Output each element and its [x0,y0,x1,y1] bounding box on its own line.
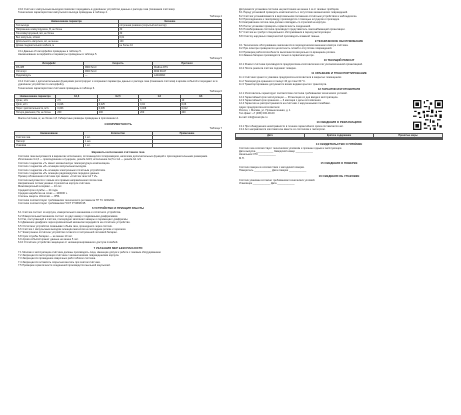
table-header-cell: Наименование параметра [15,95,56,99]
paragraph: 9.4 Замена батареи производится только в сервисном центре. [239,54,315,58]
table-cell: Потеря давления, Па, не более [15,111,56,115]
paragraph: Счётчик с индексом «Т» имеет механическую температурную компенсацию. [18,161,111,165]
table-cell: RS-485 [15,66,84,70]
table-cell: Счётчик газа [15,136,84,140]
left-mid2 [14,80,222,90]
paragraph: Пример обозначения счётчика при заказе: «Счётчик газа G4 Т И». [18,175,99,179]
paragraph: 10.1 Ремонт счётчика производится предприятием-изготовителем или уполномоченной организацией. [239,63,363,67]
table-cell: 0,025 [97,103,138,107]
table-cell: Вес импульса, м³/имп [15,36,119,40]
paragraph: Счётчик с индексом «Р» оснащён радиомодулем передачи данных. [18,171,100,175]
table-header-cell: Краткое содержание [305,133,374,137]
table-cell: оптронная развязка (открытый коллектор) [118,24,222,28]
table-cell: Упаковка [15,144,84,148]
table-cell [153,144,222,148]
table-header-cell: Значение [118,20,222,24]
paragraph: 7.3 Запрещается проведение сварочных работ вблизи счётчика. [18,257,96,261]
table-cell: 4 [97,99,138,103]
paragraph: Технические характеристики счётчиков приведены в таблице 6. [18,86,95,90]
table-header-row [236,133,443,137]
paragraph: 6.3 Газ, поступающий в счётчик, поочерёдно заполняет камеры и перемещает диафрагмы. [18,217,129,221]
paragraph: 8.3 Присоединение к газопроводу производится с помощью штуцеров и прокладок. [239,18,340,22]
table-row [15,44,222,48]
table4 [14,19,222,48]
table-cell: Оптопорт [15,70,84,74]
table-cell: 0,003 [56,107,97,111]
table6 [14,94,222,115]
table-cell: LoRaWAN [153,74,222,78]
table-cell: 0,008 [139,107,180,111]
right-body12 [235,92,405,119]
table-cell: 200 [180,111,221,115]
table5-caption: Таблица 5 [209,56,222,60]
section-6-title: 6 УСТРОЙСТВО И ПРИНЦИП РАБОТЫ [91,206,145,211]
section-10-title: 10 ТЕКУЩИЙ РЕМОНТ [323,58,355,63]
warranty-block [235,92,443,119]
table-cell: Тип выхода [15,24,119,28]
table-cell: 2,5 [56,99,97,103]
left-body [14,155,222,205]
paragraph: E-mail: info@example.ru [239,115,268,119]
paragraph: Счётчик поверен в соответствии с методикой поверки. [239,166,305,169]
paragraph: Дата выпуска ____________ Заводской номер ____________ [239,149,313,153]
paragraph: Средний срок службы — 24 года. [18,188,59,192]
table-cell: 0,012 [180,107,221,111]
table-header-cell: Наименование [15,132,84,136]
table-cell: Длина соединительного кабеля, м [15,44,119,48]
paragraph: Технические характеристики импульсного выхода приведены в таблице 4. [18,11,108,15]
table-cell: 0,01 [118,36,222,40]
table-cell [305,138,374,139]
paragraph: 10.2 После ремонта счётчик подлежит поверке. [239,66,297,70]
paragraph: 3.12 Счётчики с дополнительными функциями регистрируют и сохраняют параметры данных о расходе газа (показания счётчика) в архиве событий и передают их в удалённое устройство по интерфейсу. [18,80,218,87]
paragraph: 8.6 Пломбирование счётчика производит представитель газоснабжающей организации. [239,28,346,32]
paragraph: 11.3 Транспортирование допускается всеми видами крытого транспорта. [239,82,327,86]
table-cell: 0,04 [139,103,180,107]
paragraph: Счётчик газа соответствует техническим условиям и признан годным к эксплуатации. [239,146,343,150]
paragraph: 9.1 Техническое обслуживание заключается в периодическом внешнем осмотре счётчика. [239,44,349,48]
paragraph: 11.2 Температура хранения от минус 40 до плюс 60 °С. [239,79,306,83]
paragraph: 9.2 При осмотре проверяется целостность пломб и отсутствие повреждений. [239,47,333,51]
section-11-title: 11 ХРАНЕНИЕ И ТРАНСПОРТИРОВАНИЕ [311,71,367,76]
qr-code-icon [413,100,443,130]
table-header-cell: Примечание [153,132,222,136]
right-column [235,8,443,185]
table-cell: Qmin, м³/ч [15,103,56,107]
table-cell: 1 шт. [84,136,153,140]
table-cell: 9600 бит/с [84,70,153,74]
table-header-cell: Протокол [153,62,222,66]
paragraph: 3.11 Данные об интерфейсе приведены в таблице 5. [18,50,82,54]
table-cell: Радиомодуль [15,74,84,78]
paragraph: 8.1 Перед установкой проверить комплектность и отсутствие механических повреждений. [239,11,348,15]
paragraph: Счётчики газа выпускаются в вариантах исполнения, отличающихся типоразмером, наличием дополнительных функций и присоединительными размерами. [18,155,208,159]
table-cell: Modbus RTU [153,66,222,70]
right-body10 [235,63,443,70]
table-cell: Qmax, м³/ч [15,99,56,103]
paragraph: Счётчик упакован согласно требованиям технических условий. [239,178,316,182]
right-body15 [235,166,443,173]
section-12-title: 12 ГАРАНТИИ ИЗГОТОВИТЕЛЯ [317,87,361,92]
paragraph: Адрес предприятия-изготовителя: [239,105,280,109]
table-cell: 200 [139,111,180,115]
paragraph: 6.5 Отсчётное устройство показывает объём газа, прошедшего через счётчик. [18,224,113,228]
section-5-title: Варианты исполнения счётчиков газа [91,150,145,155]
qr-code [413,100,443,130]
paragraph: Степень защиты оболочки — IP54. [18,195,61,199]
section-13-title: 13 СВЕДЕНИЯ О РЕКЛАМАЦИЯХ [316,119,362,124]
right-body16 [235,179,443,186]
paragraph: 7.5 Проверка герметичности соединений производится мыльной эмульсией. [18,264,111,268]
table-cell: 200 [56,111,97,115]
table-cell: 10 [180,99,221,103]
left-body3 [14,251,222,268]
paragraph: Счётчик с индексом «Э» оснащён электронным отсчётным устройством. [18,168,106,172]
paragraph: Исполнение G1,6 — присоединение штуцерное, резьба G3/4; исполнение G2,5 и G4 — резьба G1 1/4. [18,158,142,162]
paragraph: Начальник ОТК ____________ [239,153,276,157]
right-body13 [235,125,443,132]
paragraph: 8.8 Очистку наружных поверхностей производить влажной тканью. [239,34,320,38]
table7-caption: Таблица 7 [209,126,222,130]
paragraph: Допускается установка счётчика на расстоянии не менее 1 м от газовых приборов. [239,8,340,11]
table-header-cell: G4 [139,95,180,99]
table-cell: Порог чувствительности, м³/ч [15,107,56,111]
table-cell: не более 10 [118,44,222,48]
paragraph: Межповерочный интервал — 10 лет. [18,185,62,189]
table6-caption: Таблица 6 [209,90,222,94]
table-cell: 0,005 [97,107,138,111]
left-mid1 [14,50,222,57]
paragraph: 6.7 Электронное отсчётное устройство питается от встроенной литиевой батареи. [18,231,118,235]
table-cell: 0,06 [180,103,221,107]
paragraph: Счётчики соответствуют требованиям технического регламента ТР ТС 020/2011. [18,198,116,202]
paragraph: 13.1 При обнаружении неисправности в течение гарантийного срока составляется акт. [239,124,344,128]
paragraph: 12.1 Изготовитель гарантирует соответствие счётчика требованиям технических условий. [239,92,348,96]
table5 [14,61,222,78]
table-header-cell: Наименование параметра [15,20,119,24]
table-header-cell: Интерфейс [15,62,84,66]
paragraph: 11.1 Счётчики хранят в упаковке предприятия-изготовителя в закрытых помещениях. [239,76,342,80]
right-top [235,8,443,38]
paragraph: 3.10 Счётчик с импульсным выходом позволяет передавать в удалённое устройство данные о расходе газа (показания счётчика). [18,8,176,11]
paragraph: 6.2 Измерительный механизм состоит из двух камер с подвижными диафрагмами. [18,214,119,218]
paragraph: 6.10 Отсчётное устройство защищено от несанкционированного доступа пломбой. [18,241,119,245]
table-cell: 30 [118,32,222,36]
paragraph: 8.2 Счётчик устанавливается в вертикальном положении отсчётным устройством к наблюдателю. [239,14,358,18]
table-cell [236,138,305,139]
paragraph: 6.9 Архив событий хранит данные не менее 5 лет. [18,238,79,242]
paragraph: Упаковщик ____________ Дата ____________ [239,182,295,186]
paragraph: 13.2 Акт направляется изготовителю вместе со счётчиком и паспортом. [239,128,326,132]
paragraph: Средняя наработка на отказ — 100000 ч. [18,191,68,195]
table-claims [235,133,443,140]
paragraph: 7.2 Запрещается эксплуатация счётчика с механическими повреждениями корпуса. [18,254,120,258]
paragraph: М.П. [239,156,245,160]
right-body9 [235,44,443,57]
table-cell: 6 [139,99,180,103]
table-header-cell: Количество [84,132,153,136]
section-14-title: 14 СВИДЕТЕЛЬСТВО О ПРИЁМКЕ [315,141,363,146]
paragraph: 12.4 Гарантия не распространяется на счётчики с нарушенными пломбами. [239,102,331,106]
paragraph: 9.3 Проверка работоспособности выполняется визуально по вращению ролика. [239,50,336,54]
table-header-cell: Принятые меры [374,133,443,137]
table-cell: Паспорт [15,140,84,144]
table-header-cell: G2,5 [97,95,138,99]
table-cell: Длительность импульса, мс, не менее [15,40,119,44]
section-9-title: 9 ТЕХНИЧЕСКОЕ ОБСЛУЖИВАНИЕ [314,39,364,44]
paragraph: Масса счётчика, кг, не более 1,8. Габаритные размеры приведены в приложении А. [18,117,119,121]
table-cell: 1 экз. [84,140,153,144]
passport-page [14,8,447,406]
paragraph: 6.4 Движение диафрагм через кривошипный механизм передаётся на отсчётное устройство. [18,221,131,225]
table-header-cell: G1,6 [56,95,97,99]
left-mid3 [14,117,222,120]
table4-caption: Таблица 4 [209,14,222,18]
paragraph: Наименование интерфейса и параметры приведены в таблице 5. [18,53,98,57]
paragraph: 7.4 Запрещается оставлять открытым вентиль при снятом счётчике. [18,260,101,264]
table-cell: — [84,74,153,78]
paragraph: Счётчик с индексом «И» оснащён импульсным выходом. [18,165,87,169]
section-16-title: 16 СВЕДЕНИЯ ОБ УПАКОВКЕ [318,173,360,178]
left-column [14,8,222,267]
section-4-title: 4 КОМПЛЕКТНОСТЬ [104,121,132,126]
left-intro [14,8,222,15]
table-cell: 1 шт. [84,144,153,148]
table-row [236,138,443,139]
paragraph: 8.7 Счётчик не требует специального обслуживания в период эксплуатации. [239,31,332,35]
table-header-row [15,62,222,66]
left-body2 [14,211,222,244]
table-row [15,74,222,78]
table-cell: 200 [97,111,138,115]
table-header-cell: G6 [180,95,221,99]
paragraph: 12.2 Гарантийный срок эксплуатации — 36 месяцев со дня ввода в эксплуатацию. [239,95,339,99]
right-body11 [235,76,443,86]
table-cell: 9600 бит/с [84,66,153,70]
paragraph: 6.1 Счётчик состоит из корпуса, измерительного механизма и отсчётного устройства. [18,211,122,215]
paragraph: Направление потока указано стрелкой на корпусе счётчика. [18,181,91,185]
table-row [15,111,222,115]
paragraph: Россия, г. Москва, ул. Промышленная, д. 1 [239,108,291,112]
paragraph: 8.4 Направление потока газа должно совпадать со стрелкой на корпусе. [239,21,327,25]
table-header-cell: Дата [236,133,305,137]
table-cell: 100 [118,40,222,44]
table7 [14,131,222,148]
table-header-row [15,132,222,136]
paragraph: Поверитель ____________ Дата поверки ____________ [239,169,307,173]
paragraph: 12.3 Гарантийный срок хранения — 6 месяцев с даты изготовления. [239,98,322,102]
table-cell: 30 [118,28,222,32]
table-header-cell: Скорость [84,62,153,66]
table-cell [374,138,443,139]
paragraph: 7.1 Монтаж и эксплуатацию счётчика должны производить лица, имеющие допуск к работе с газовым оборудованием. [18,250,162,254]
table-cell: МЭК 61107 [153,70,222,74]
paragraph: 6.8 Срок службы батареи — не менее 10 лет. [18,234,73,238]
table-cell: 0,016 [56,103,97,107]
table-row [15,144,222,148]
right-body14 [235,147,443,160]
table-cell: Ток коммутируемый, мА, не более [15,32,119,36]
paragraph: Счётчик выпускается с левым или правым направлением потока газа. [18,178,103,182]
paragraph: Тел./факс: +7 (495) 000-00-00 [239,112,275,116]
paragraph: Счётчики соответствуют требованиям ГОСТ Р 50818-95. [18,201,87,205]
section-7-title: 7 УКАЗАНИЯ МЕР БЕЗОПАСНОСТИ [93,245,143,250]
table-cell: Напряжение коммутируемое, В, не более [15,28,119,32]
section-15-title: 15 СВЕДЕНИЯ О ПОВЕРКЕ [320,161,358,165]
paragraph: 8.5 После установки проверить герметичность соединений. [239,24,311,28]
paragraph: 6.6 Счётчик с импульсным выходом оснащён магнитом на последнем ролике и герконом. [18,228,127,231]
